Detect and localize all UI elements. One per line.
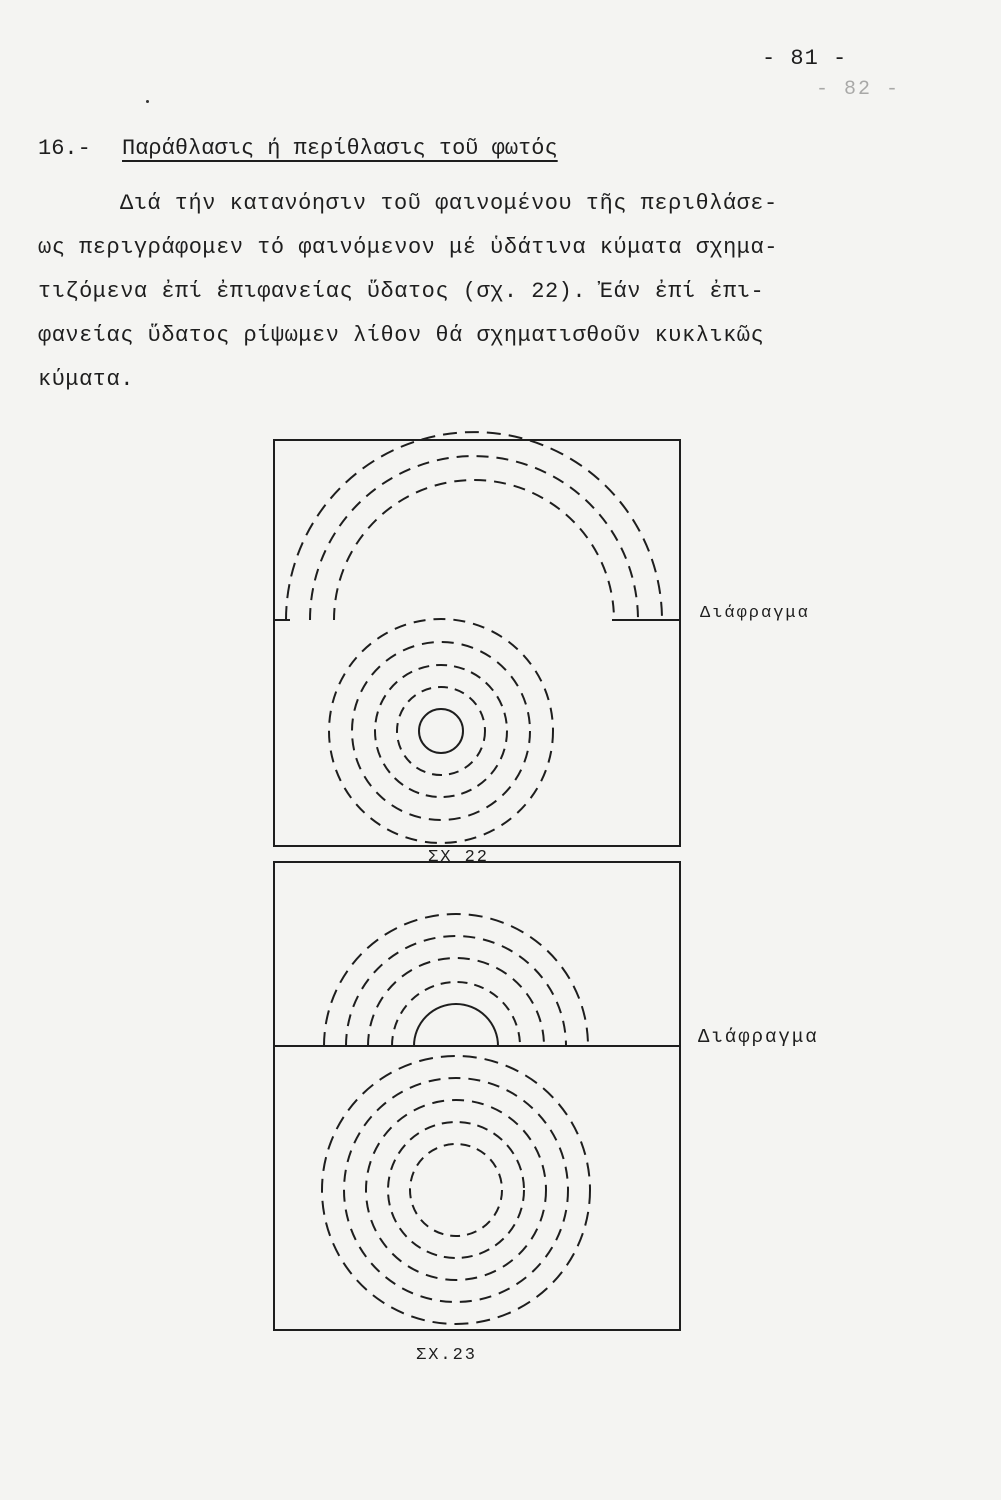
paragraph-line: κύματα. (38, 367, 134, 392)
figure-22-diaphragm-label: Διάφραγμα (700, 604, 810, 623)
paragraph-line: φανείας ὕδατος ρίψωμεν λίθον θά σχηματισθοῦν κυκλικῶς (38, 323, 765, 348)
figure-22-frame (274, 440, 680, 846)
paragraph-line: Διά τήν κατανόησιν τοῦ φαινομένου τῆς περιθλάσε- (120, 191, 778, 216)
section-title: Παράθλασις ή περίθλασις τοῦ φωτός (122, 136, 558, 161)
page-number: - 81 - (762, 46, 848, 71)
section-number: 16.- (38, 136, 91, 161)
paragraph-line: τιζόμενα ἐπί ἐπιφανείας ὕδατος (σχ. 22). Ἐάν ἐπί ἐπι- (38, 279, 765, 304)
figure-23-diaphragm-label: Διάφραγμα (698, 1026, 819, 1048)
figure-22-caption: ΣΧ 22 (428, 848, 490, 867)
paragraph-line: ως περιγράφομεν τό φαινόμενον μέ ὑδάτινα κύματα σχημα- (38, 235, 778, 260)
bleed-through-page-number: - 82 - (816, 78, 901, 101)
figure-23-frame (274, 862, 680, 1330)
figure-23-caption: ΣΧ.23 (416, 1346, 478, 1365)
